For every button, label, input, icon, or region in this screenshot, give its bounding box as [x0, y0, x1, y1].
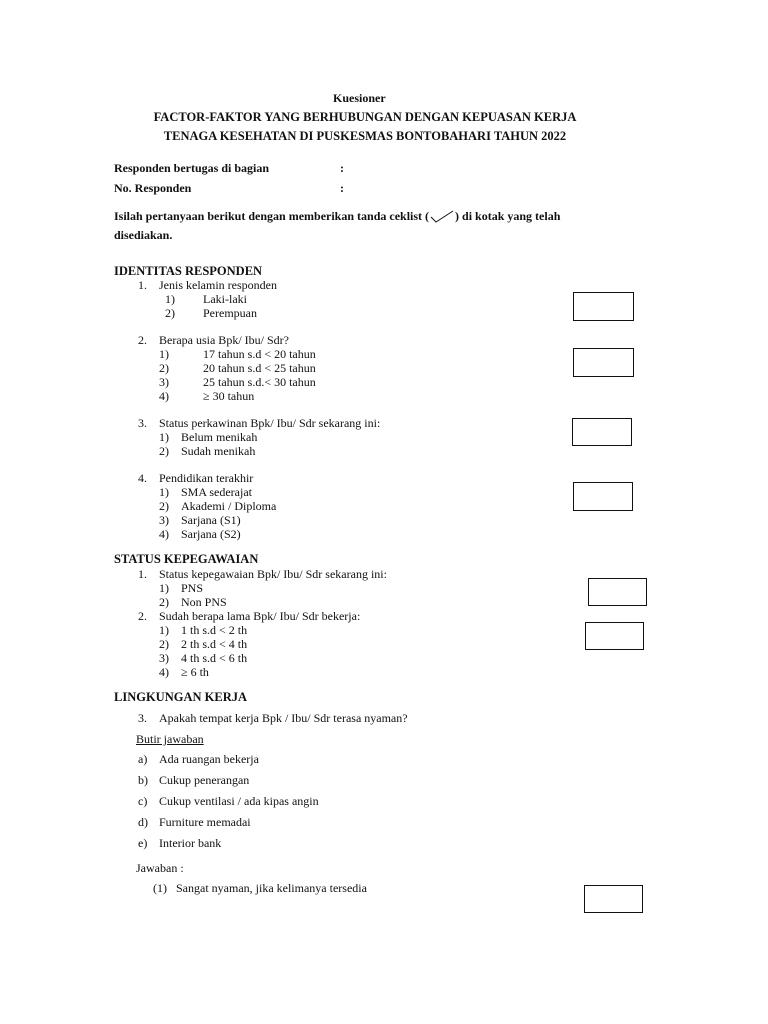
item-text: Furniture memadai	[159, 815, 251, 829]
item-letter: e)	[138, 836, 148, 850]
option-number: 1)	[159, 485, 169, 499]
option-text: ≥ 30 tahun	[203, 389, 255, 403]
answer-box-gender[interactable]	[573, 292, 634, 321]
option-number: 4)	[159, 665, 169, 679]
option-number: 1)	[165, 292, 175, 306]
question-text-marital-status: Status perkawinan Bpk/ Ibu/ Sdr sekarang ini:	[159, 416, 381, 430]
option-text: 25 tahun s.d.< 30 tahun	[203, 375, 316, 389]
item-text: Cukup ventilasi / ada kipas angin	[159, 794, 319, 808]
questionnaire-label: Kuesioner	[333, 91, 386, 105]
respondent-number-colon: :	[340, 181, 344, 195]
answer-box-employment-status[interactable]	[588, 578, 647, 606]
respondent-number-label: No. Responden	[114, 181, 192, 195]
answer-box-work-duration[interactable]	[585, 622, 644, 650]
question-number: 3.	[138, 711, 147, 725]
option-number: 2)	[165, 306, 175, 320]
option-text: 20 tahun s.d < 25 tahun	[203, 361, 316, 375]
option-number: 1)	[159, 430, 169, 444]
answer-box-workplace-comfort[interactable]	[584, 885, 643, 913]
option-number: 2)	[159, 361, 169, 375]
answer-label: Jawaban :	[136, 861, 184, 875]
option-text: 2 th s.d < 4 th	[181, 637, 248, 651]
question-text-work-duration: Sudah berapa lama Bpk/ Ibu/ Sdr bekerja:	[159, 609, 361, 623]
item-letter: a)	[138, 752, 148, 766]
option-number: 3)	[159, 513, 169, 527]
question-number: 1.	[138, 567, 147, 581]
question-number: 3.	[138, 416, 147, 430]
item-letter: d)	[138, 815, 148, 829]
question-text-workplace-comfort: Apakah tempat kerja Bpk / Ibu/ Sdr terasa nyaman?	[159, 711, 408, 725]
instruction-line-2: disediakan.	[114, 228, 173, 242]
option-text: Laki-laki	[203, 292, 247, 306]
answer-box-marital-status[interactable]	[572, 418, 632, 446]
option-number: 2)	[159, 637, 169, 651]
option-text: PNS	[181, 581, 204, 595]
respondent-dept-colon: :	[340, 161, 344, 175]
question-number: 1.	[138, 278, 147, 292]
item-text: Ada ruangan bekerja	[159, 752, 259, 766]
option-text: Sarjana (S1)	[181, 513, 241, 527]
question-number: 2.	[138, 333, 147, 347]
question-text-education: Pendidikan terakhir	[159, 471, 254, 485]
section-heading-identitas: IDENTITAS RESPONDEN	[114, 264, 263, 278]
section-heading-lingkungan: LINGKUNGAN KERJA	[114, 690, 247, 704]
option-text: ≥ 6 th	[181, 665, 209, 679]
checkmark-icon	[429, 210, 455, 224]
item-text: Cukup penerangan	[159, 773, 250, 787]
answer-option-number: (1)	[153, 881, 167, 895]
option-text: 1 th s.d < 2 th	[181, 623, 248, 637]
option-text: Perempuan	[203, 306, 257, 320]
option-number: 3)	[159, 651, 169, 665]
answer-items-label: Butir jawaban	[136, 732, 204, 746]
item-letter: c)	[138, 794, 148, 808]
option-number: 4)	[159, 527, 169, 541]
option-number: 1)	[159, 623, 169, 637]
question-number: 2.	[138, 609, 147, 623]
option-number: 3)	[159, 375, 169, 389]
item-letter: b)	[138, 773, 148, 787]
instruction-text-after: ) di kotak yang telah	[455, 209, 561, 223]
option-number: 4)	[159, 389, 169, 403]
question-text-gender: Jenis kelamin responden	[159, 278, 277, 292]
answer-box-age[interactable]	[573, 348, 634, 377]
answer-option-text: Sangat nyaman, jika kelimanya tersedia	[176, 881, 367, 895]
document-title-line-1: FACTOR-FAKTOR YANG BERHUBUNGAN DENGAN KEPUASAN KERJA	[153, 110, 577, 124]
instruction-line-1	[114, 209, 560, 224]
document-title-line-2: TENAGA KESEHATAN DI PUSKESMAS BONTOBAHARI TAHUN 2022	[163, 129, 567, 143]
answer-box-education[interactable]	[573, 482, 633, 511]
option-text: Belum menikah	[181, 430, 258, 444]
option-text: Akademi / Diploma	[181, 499, 277, 513]
option-text: Sarjana (S2)	[181, 527, 241, 541]
section-heading-kepegawaian: STATUS KEPEGAWAIAN	[114, 552, 259, 566]
option-number: 2)	[159, 444, 169, 458]
option-text: Sudah menikah	[181, 444, 256, 458]
option-number: 2)	[159, 499, 169, 513]
question-number: 4.	[138, 471, 147, 485]
option-text: Non PNS	[181, 595, 227, 609]
option-text: 17 tahun s.d < 20 tahun	[203, 347, 316, 361]
option-number: 2)	[159, 595, 169, 609]
question-text-employment-status: Status kepegawaian Bpk/ Ibu/ Sdr sekarang ini:	[159, 567, 387, 581]
instruction-text-before: Isilah pertanyaan berikut dengan memberikan tanda ceklist (	[114, 209, 430, 223]
option-number: 1)	[159, 581, 169, 595]
option-text: SMA sederajat	[181, 485, 252, 499]
option-text: 4 th s.d < 6 th	[181, 651, 248, 665]
item-text: Interior bank	[159, 836, 222, 850]
respondent-dept-label: Responden bertugas di bagian	[114, 161, 270, 175]
question-text-age: Berapa usia Bpk/ Ibu/ Sdr?	[159, 333, 289, 347]
option-number: 1)	[159, 347, 169, 361]
